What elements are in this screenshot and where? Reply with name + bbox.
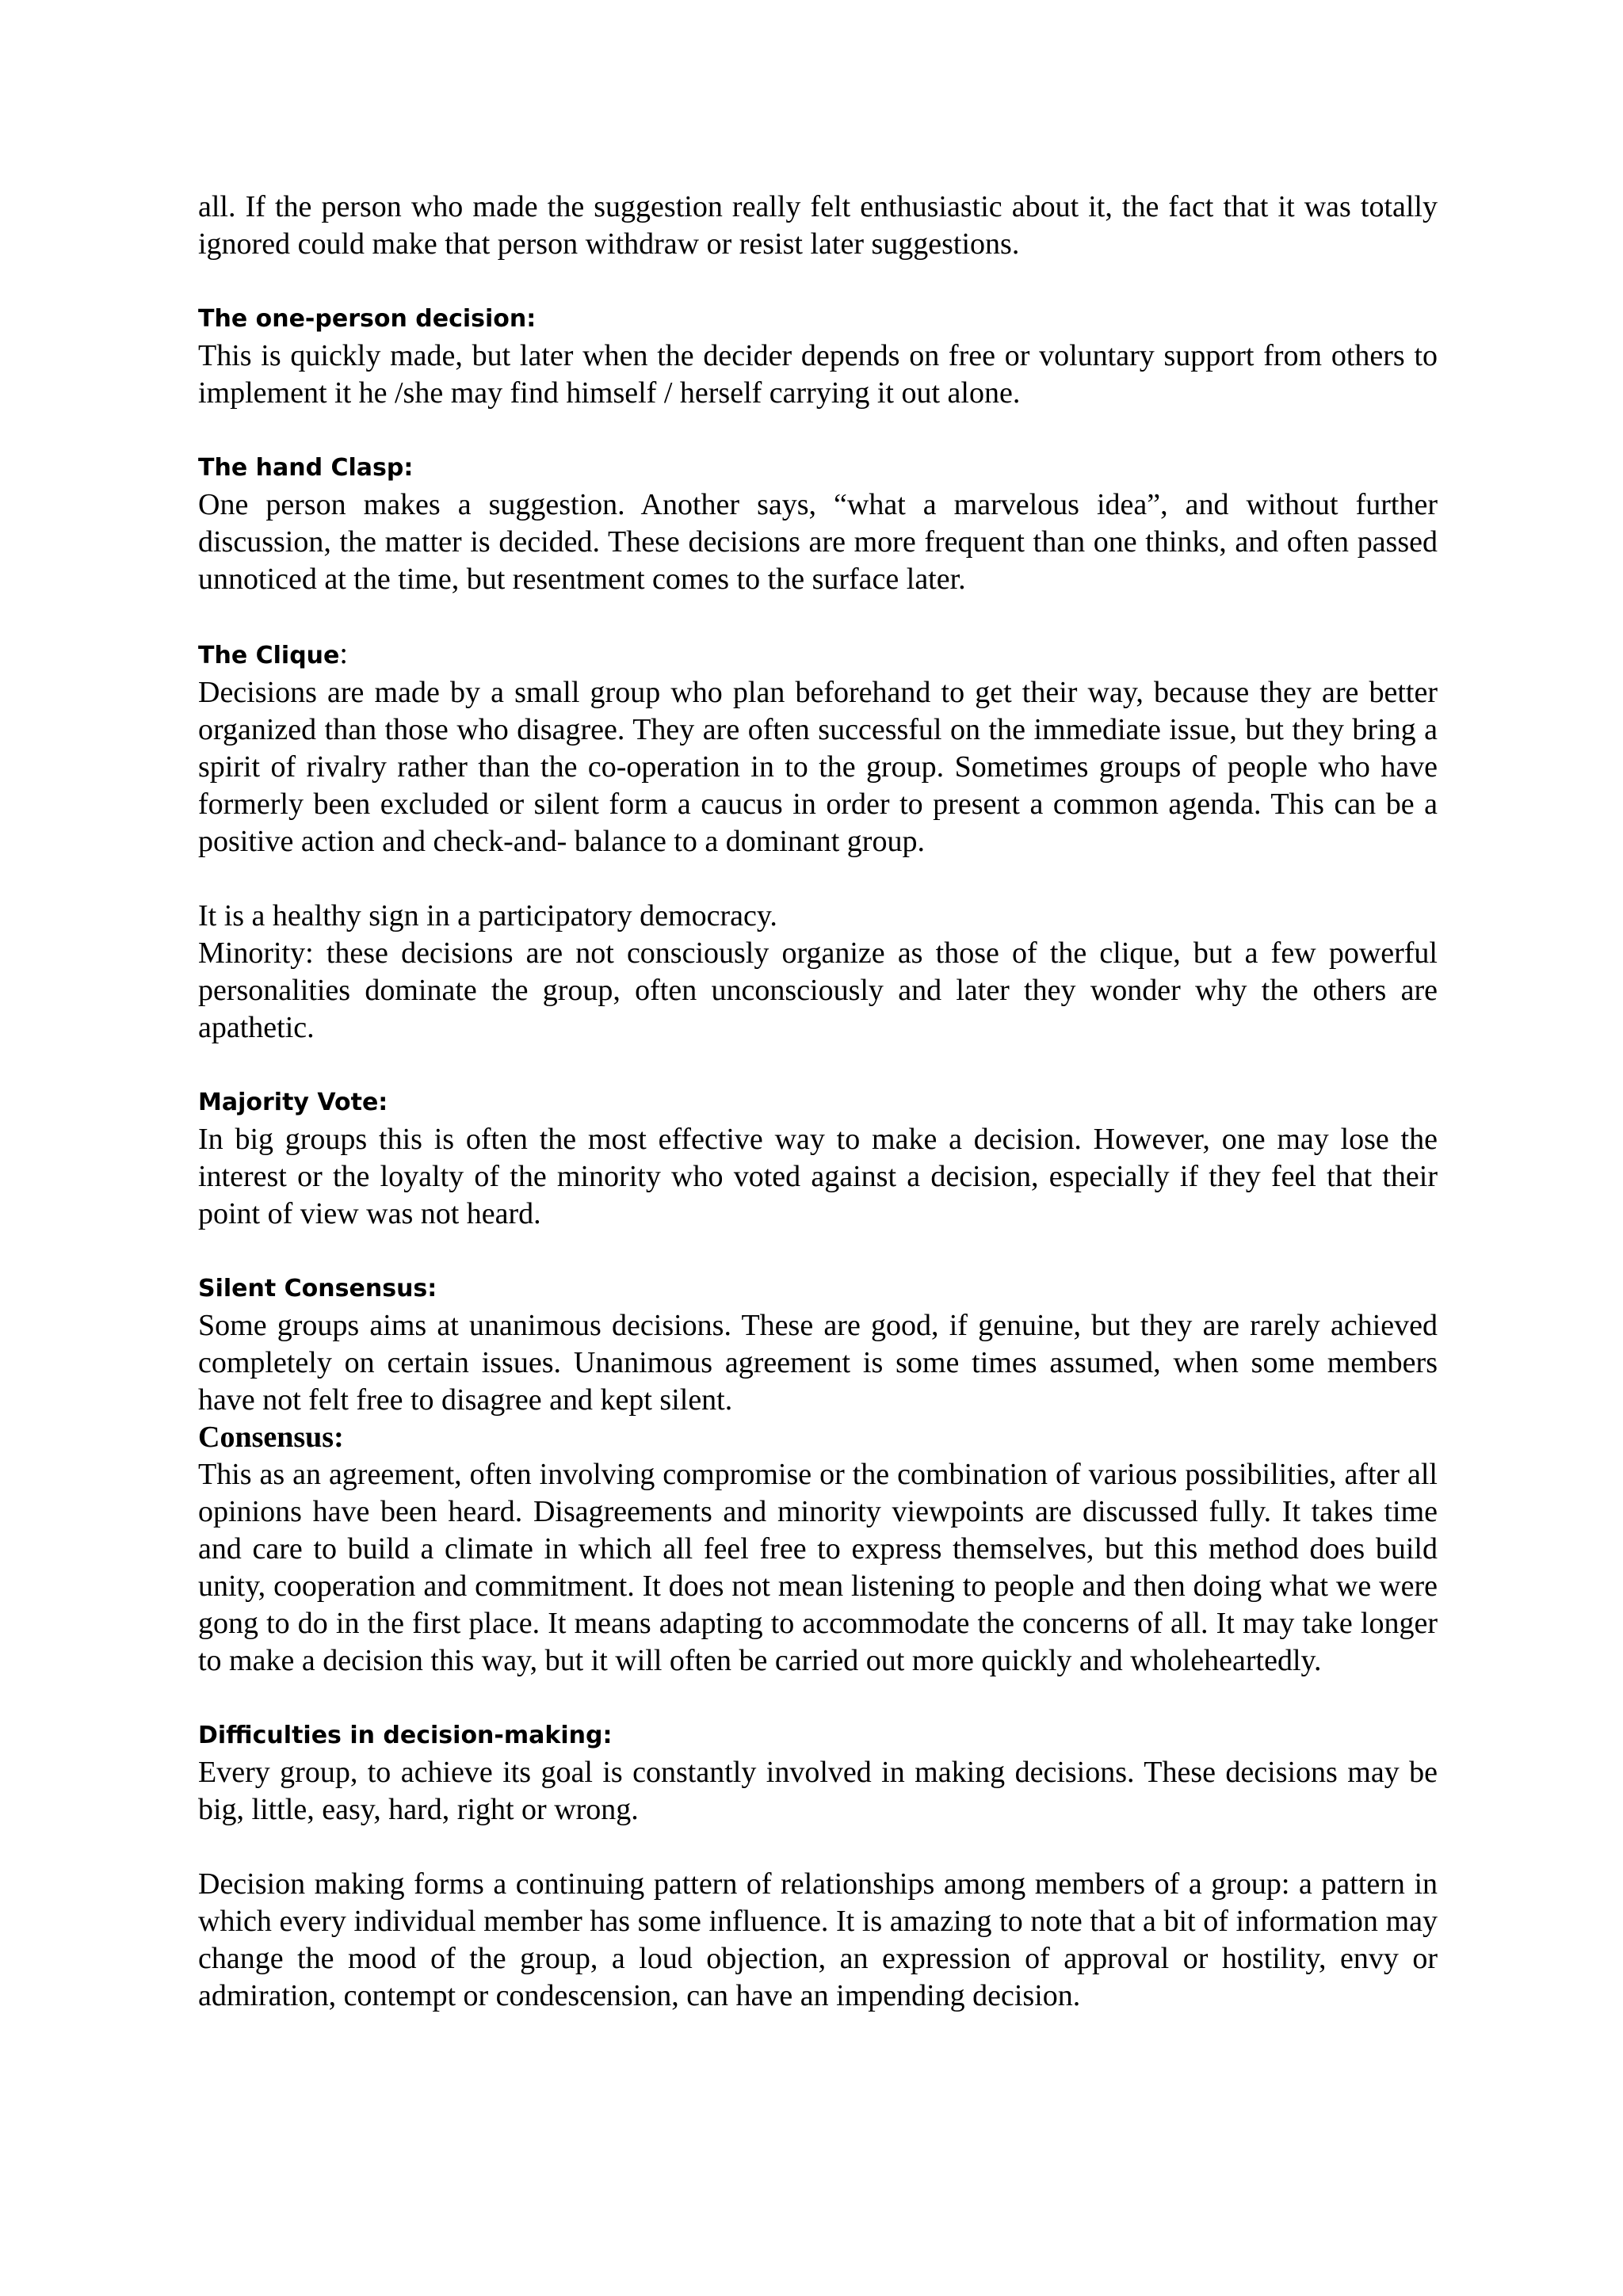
paragraph-silent-consensus: Some groups aims at unanimous decisions. These are good, if genuine, but they are rarely achieved completely on certain issues. Unanimous agreement is some times assumed, when some members have not felt free to disagree and kept silent. xyxy=(198,1309,1438,1417)
heading-silent-consensus: Silent Consensus: xyxy=(198,1275,437,1302)
heading-one-person-decision: The one-person decision: xyxy=(198,305,537,333)
paragraph-healthy-sign: It is a healthy sign in a participatory democracy. xyxy=(198,899,777,933)
paragraph-clique: Decisions are made by a small group who plan beforehand to get their way, because they are better organized than those who disagree. They are often successful on the immediate issue, but they bring a spirit of rivalry rather than the co-operation in to the group. Sometimes groups of people who have formerly been excluded or silent form a caucus in order to present a common agenda. This can be a positive action and check-and- balance to a dominant group. xyxy=(198,676,1438,858)
paragraph-minority: Minority: these decisions are not consciously organize as those of the clique, but a few powerful personalities dominate the group, often unconsciously and later they wonder why the others are apathetic. xyxy=(198,936,1438,1044)
heading-clique-text: The Clique xyxy=(198,642,340,669)
paragraph-difficulties: Every group, to achieve its goal is constantly involved in making decisions. These decisions may be big, little, easy, hard, right or wrong. xyxy=(198,1756,1438,1826)
heading-consensus: Consensus: xyxy=(198,1421,344,1454)
paragraph-intro: all. If the person who made the suggestion really felt enthusiastic about it, the fact that it was totally ignored could make that person withdraw or resist later suggestions. xyxy=(198,190,1438,261)
heading-difficulties: Difficulties in decision-making: xyxy=(198,1722,613,1749)
paragraph-majority-vote: In big groups this is often the most effective way to make a decision. However, one may lose the interest or the loyalty of the minority who voted against a decision, especially if they feel that their point of view was not heard. xyxy=(198,1123,1438,1230)
paragraph-decision-pattern: Decision making forms a continuing pattern of relationships among members of a group: a pattern in which every individual member has some influence. It is amazing to note that a bit of information may change the mood of the group, a loud objection, an expression of approval or hostility, envy or admiration, contempt or condescension, can have an impending decision. xyxy=(198,1867,1438,2012)
paragraph-one-person-decision: This is quickly made, but later when the decider depends on free or voluntary support from others to implement it he /she may find himself / herself carrying it out alone. xyxy=(198,339,1438,410)
heading-clique-colon: : xyxy=(339,637,348,670)
paragraph-consensus: This as an agreement, often involving compromise or the combination of various possibilities, after all opinions have been heard. Disagreements and minority viewpoints are discussed fully. It takes time and care to build a climate in which all feel free to express themselves, but this method does build unity, cooperation and commitment. It does not mean listening to people and then doing what we were gong to do in the first place. It means adapting to accommodate the concerns of all. It may take longer to make a decision this way, but it will often be carried out more quickly and wholeheartedly. xyxy=(198,1458,1438,1677)
heading-hand-clasp: The hand Clasp: xyxy=(198,454,414,482)
heading-clique xyxy=(198,635,1438,674)
document-page xyxy=(198,189,1438,2015)
paragraph-hand-clasp: One person makes a suggestion. Another says, “what a marvelous idea”, and without further discussion, the matter is decided. These decisions are more frequent than one thinks, and often passed unnoticed at the time, but resentment comes to the surface later. xyxy=(198,488,1438,596)
heading-majority-vote: Majority Vote: xyxy=(198,1089,388,1116)
